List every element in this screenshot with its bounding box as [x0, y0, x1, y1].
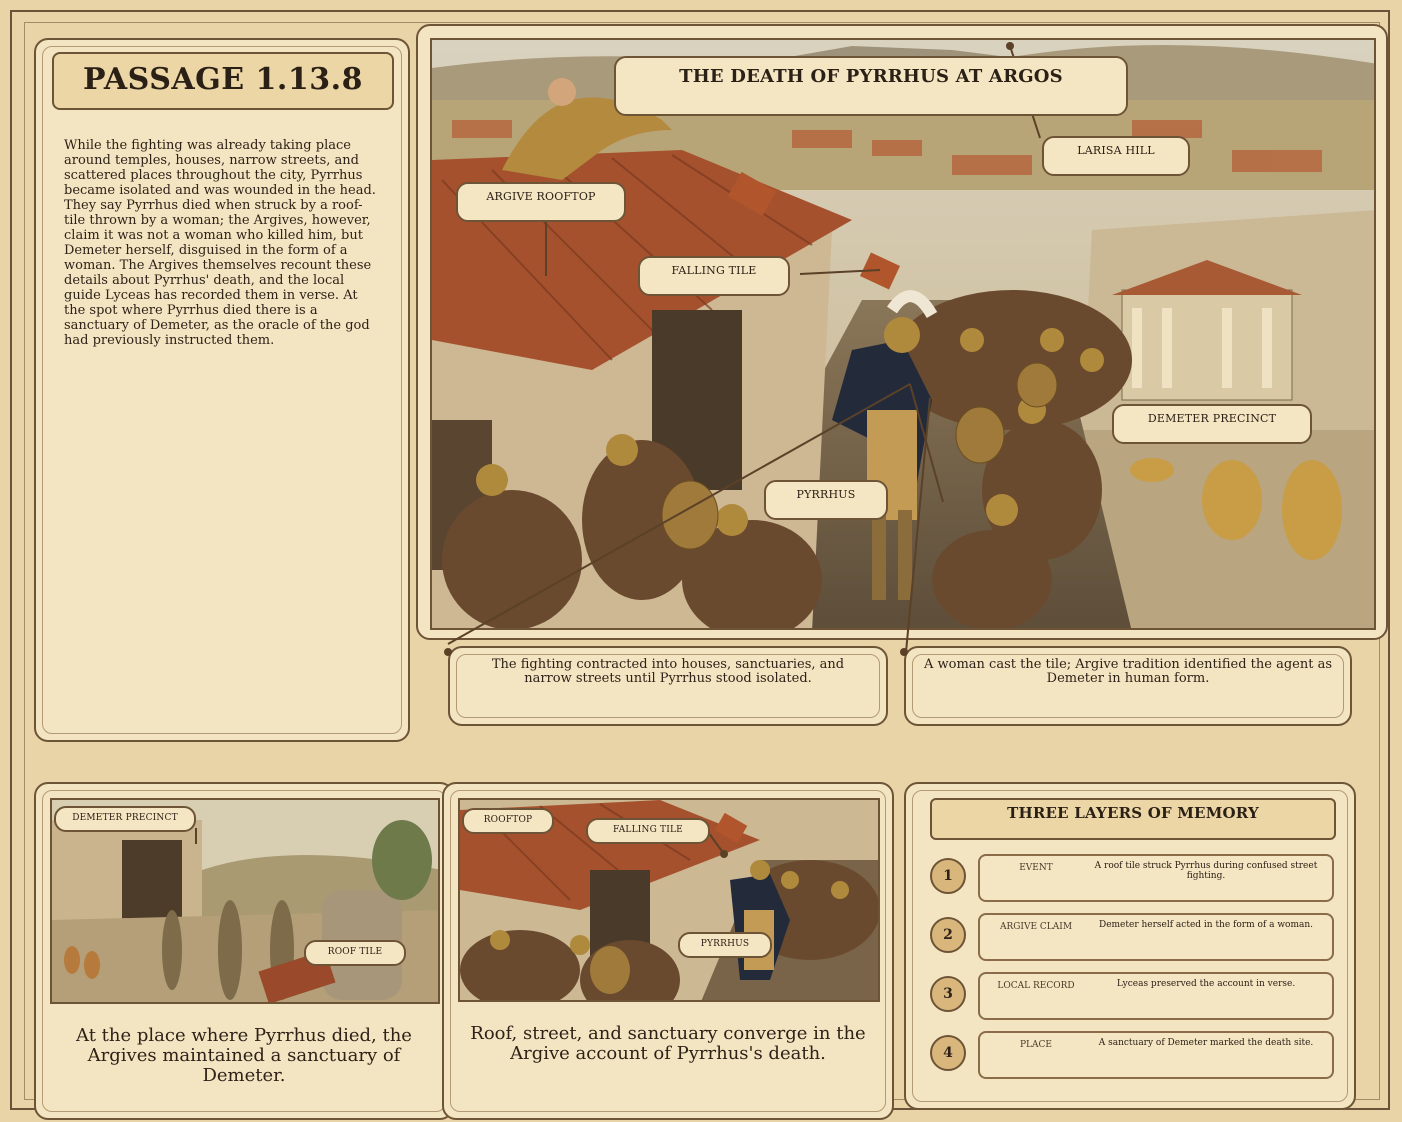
- sanctuary-label-demeter: DEMETER PRECINCT: [54, 806, 196, 832]
- caption-right-dot: [892, 640, 922, 670]
- street-caption: Roof, street, and sanctuary converge in the Argive account of Pyrrhus's death.: [470, 1023, 866, 1064]
- layer-row-3: [978, 972, 1334, 1020]
- passage-title-box: [52, 52, 394, 110]
- memory-title: THREE LAYERS OF MEMORY: [1007, 804, 1259, 822]
- street-label-rooftop: ROOFTOP: [462, 808, 554, 834]
- layer-row-1: [978, 854, 1334, 902]
- layer-number-2: 2: [930, 917, 966, 953]
- label-demeter-precinct: DEMETER PRECINCT: [1112, 404, 1312, 444]
- layer-value-4: A sanctuary of Demeter marked the death site.: [1098, 1038, 1314, 1048]
- label-argive-rooftop: ARGIVE ROOFTOP: [456, 182, 626, 222]
- caption-left-dot: [436, 640, 466, 670]
- sanctuary-panel: [34, 782, 454, 1120]
- layer-value-2: Demeter herself acted in the form of a woman.: [1098, 920, 1314, 930]
- layer-value-1: A roof tile struck Pyrrhus during confused street fighting.: [1094, 861, 1318, 881]
- layer-number-1: 1: [930, 858, 966, 894]
- sanctuary-caption: At the place where Pyrrhus died, the Argives maintained a sanctuary of Demeter.: [76, 1025, 412, 1086]
- memory-panel: [904, 782, 1356, 1110]
- label-falling-tile: FALLING TILE: [638, 256, 790, 296]
- layer-key-4: PLACE: [1020, 1040, 1052, 1050]
- caption-box-left: [448, 646, 888, 726]
- caption-left: The fighting contracted into houses, sanctuaries, and narrow streets until Pyrrhus stood isolated.: [491, 657, 845, 686]
- passage-title: PASSAGE 1.13.8: [83, 62, 363, 97]
- main-illustration: [430, 38, 1376, 630]
- layer-number-3: 3: [930, 976, 966, 1012]
- layer-key-1: EVENT: [1019, 863, 1053, 873]
- main-scene-panel: [416, 24, 1388, 640]
- street-label-falling-tile: FALLING TILE: [586, 818, 710, 844]
- label-larisa-hill: LARISA HILL: [1042, 136, 1190, 176]
- street-panel: [442, 782, 894, 1120]
- sanctuary-label-roof-tile: ROOF TILE: [304, 940, 406, 966]
- memory-title-box: [930, 798, 1336, 840]
- layer-key-3: LOCAL RECORD: [997, 981, 1075, 991]
- caption-right: A woman cast the tile; Argive tradition identified the agent as Demeter in human form.: [923, 657, 1332, 686]
- main-title: THE DEATH OF PYRRHUS AT ARGOS: [679, 66, 1063, 87]
- passage-text: While the fighting was already taking place around temples, houses, narrow streets, and scattered places throughout the city, Pyrrhus became isolated and was wounded in the head. They say Pyrrhus died when struck by a roof-tile thrown by a woman; the Argives, however, claim it was not a woman who killed him, but Demeter herself, disguised in the form of a woman. The Argives themselves recount these details about Pyrrhus' death, and the local guide Lyceas has recorded them in verse. At the spot where Pyrrhus died there is a sanctuary of Demeter, as the oracle of the god had previously instructed them.: [64, 138, 376, 348]
- passage-panel: [34, 38, 410, 742]
- layer-key-2: ARGIVE CLAIM: [999, 922, 1073, 932]
- caption-box-right: [904, 646, 1352, 726]
- layer-value-3: Lyceas preserved the account in verse.: [1116, 979, 1296, 989]
- street-label-pyrrhus: PYRRHUS: [678, 932, 772, 958]
- label-pyrrhus: PYRRHUS: [764, 480, 888, 520]
- layer-number-4: 4: [930, 1035, 966, 1071]
- main-title-box: [614, 56, 1128, 116]
- main-illustration-art: [432, 40, 1376, 630]
- layer-row-2: [978, 913, 1334, 961]
- layer-row-4: [978, 1031, 1334, 1079]
